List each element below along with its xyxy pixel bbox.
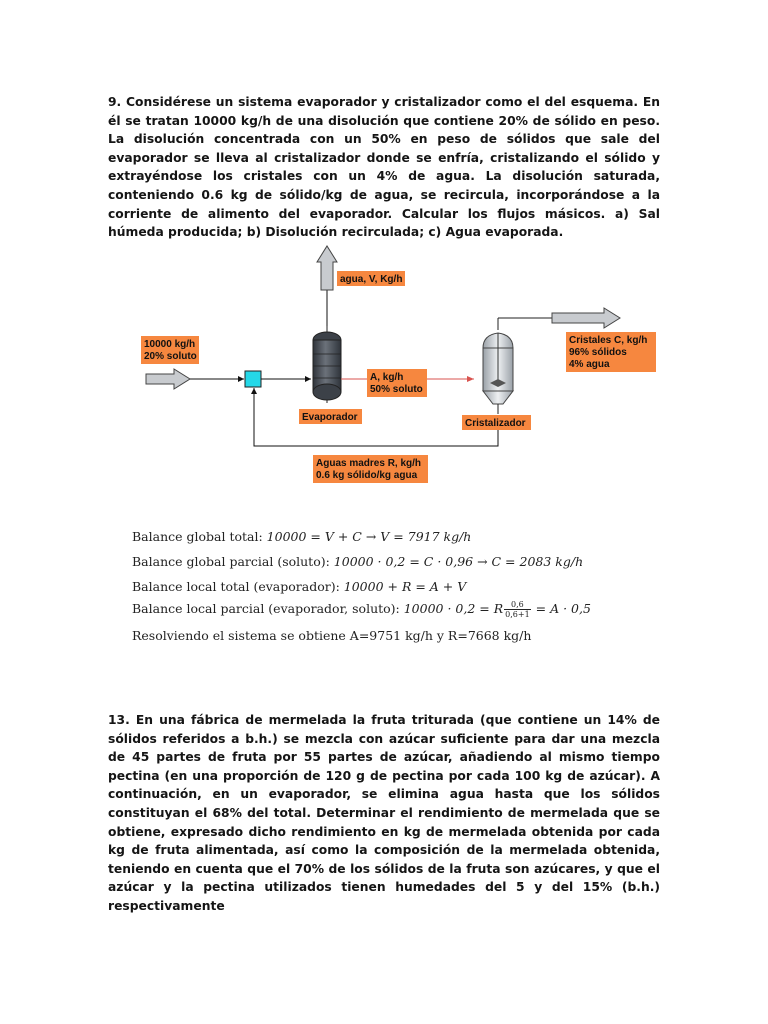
equation-fraction: [504, 600, 531, 619]
recycle-label-line1: Aguas madres R, kg/h: [316, 458, 422, 469]
equation-math: 10000 · 0,2 = C · 0,96 → C = 2083 kg/h: [333, 554, 584, 569]
equation-math: 10000 = V + C → V = 7917 kg/h: [266, 529, 472, 544]
equation-solution-text: Resolviendo el sistema se obtiene A=9751 kg/h y R=7668 kg/h: [132, 628, 532, 643]
vapor-arrow: [317, 246, 337, 290]
problem-13-text: 13. En una fábrica de mermelada la fruta triturada (que contiene un 14% de sólidos referidos a b.h.) se mezcla con azúcar suficiente para dar una mezcla de 45 partes de fruta por 55 partes de azúcar, añadiendo al mismo tiempo pectina (en una proporción de 120 g de pectina por cada 100 kg de azúcar). A continuación, en un evaporador, se elimina agua hasta que los sólidos constituyan el 68% del total. Determinar el rendimiento de mermelada que se obtiene, expresado dicho rendimiento en kg de mermelada obtenida por cada kg de fruta alimentada, así como la composición de la mermelada obtenida, teniendo en cuenta que el 70% de los sólidos de la fruta son azúcares, y que el azúcar y la pectina utilizados tienen humedades del 5 y del 15% (b.h.) respectivamente: [108, 713, 660, 913]
crystals-label-line1: Cristales C, kg/h: [569, 335, 648, 346]
fraction-denominator: 0,6+1: [505, 610, 530, 619]
recycle-label-line2: 0.6 kg sólido/kg agua: [316, 470, 418, 481]
feed-line-arrowhead: [238, 376, 244, 382]
crystals-label-line3: 4% agua: [569, 359, 610, 370]
equation-math: 10000 + R = A + V: [343, 579, 467, 594]
feed-label-line2: 20% soluto: [144, 351, 197, 362]
stream-a-arrowhead: [467, 376, 474, 382]
crystals-label-line2: 96% sólidos: [569, 347, 627, 358]
crystallizer-vessel: [483, 318, 552, 414]
equation-local-total: [132, 579, 466, 594]
equation-label: Balance global total:: [132, 529, 267, 544]
equation-global-total: [132, 529, 471, 544]
equation-label: Balance local total (evaporador):: [132, 579, 344, 594]
water-label: agua, V, Kg/h: [340, 274, 403, 285]
equation-local-partial: [132, 600, 591, 619]
feed-arrow: [146, 369, 190, 389]
mixer: [245, 371, 261, 387]
equation-math-post: = A · 0,5: [531, 601, 591, 616]
equation-solution: [132, 628, 531, 643]
problem-9-text: 9. Considérese un sistema evaporador y cristalizador como el del esquema. En él se tratan 10000 kg/h de una disolución que contiene 20% de sólido en peso. La disolución concentrada con un 50% en peso de sólidos que sale del evaporador se lleva al cristalizador donde se enfría, cristalizando el sólido y extrayéndose los cristales con un 4% de agua. La disolución saturada, conteniendo 0.6 kg de sólido/kg de agua, se recircula, incorporándose a la corriente de alimento del evaporador. Calcular los flujos másicos. a) Sal húmeda producida; b) Disolución recirculada; c) Agua evaporada.: [108, 95, 660, 240]
equation-math-pre: 10000 · 0,2 = R: [403, 601, 504, 616]
evaporator-label: Evaporador: [302, 412, 358, 423]
equation-label: Balance global parcial (soluto):: [132, 554, 334, 569]
recycle-arrowhead: [251, 388, 257, 394]
stream-a-label-line2: 50% soluto: [370, 384, 423, 395]
equation-label: Balance local parcial (evaporador, soluto):: [132, 601, 404, 616]
mixer-to-evaporator-arrowhead: [305, 376, 311, 382]
feed-label-line1: 10000 kg/h: [144, 339, 196, 350]
crystals-arrow: [552, 308, 620, 328]
equation-global-partial: [132, 554, 583, 569]
stream-a-label-line1: A, kg/h: [370, 372, 404, 383]
fraction-numerator: 0,6: [504, 600, 531, 610]
crystallizer-label: Cristalizador: [465, 418, 526, 429]
evaporator-vessel: [313, 326, 341, 403]
